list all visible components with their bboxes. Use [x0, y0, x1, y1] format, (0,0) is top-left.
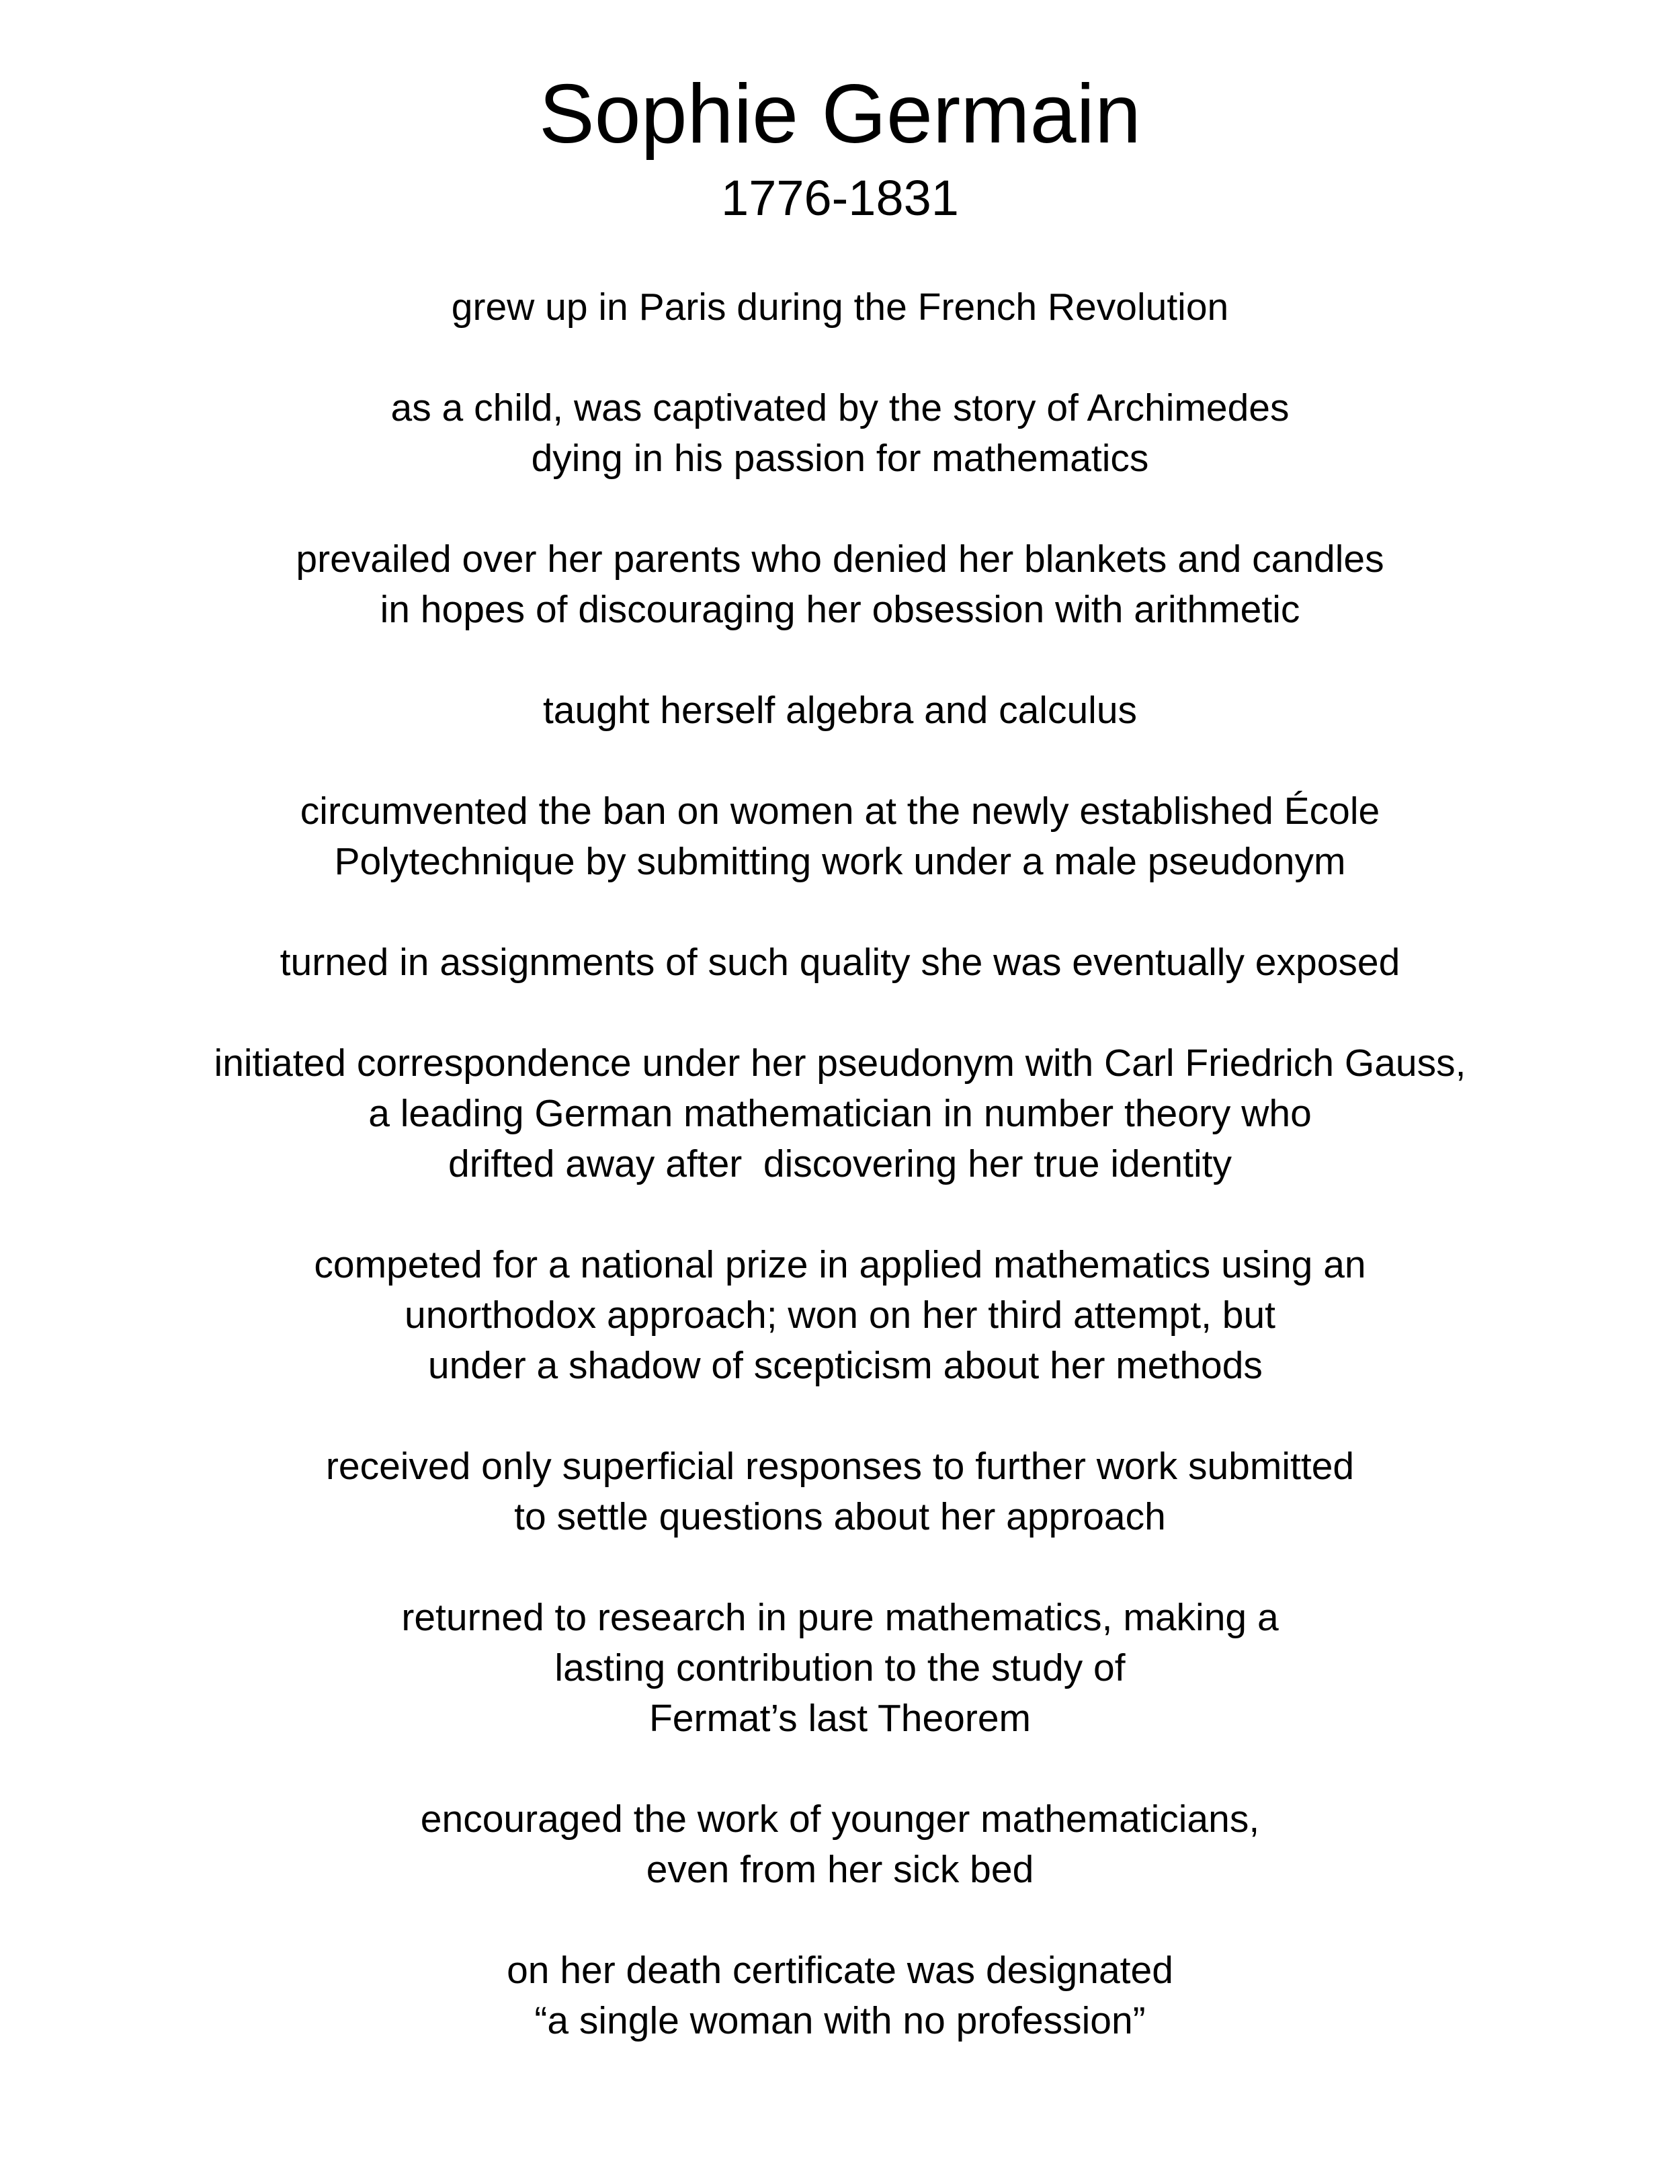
fact-line: grew up in Paris during the French Revolution — [451, 286, 1229, 329]
fact-line: competed for a national prize in applied mathematics using an — [314, 1243, 1366, 1286]
fact-item — [0, 1038, 1680, 1189]
fact-line: on her death certificate was designated — [507, 1949, 1173, 1992]
fact-item — [0, 383, 1680, 484]
fact-line: unorthodox approach; won on her third attempt, but — [405, 1294, 1275, 1337]
fact-line: circumvented the ban on women at the newly established École — [300, 790, 1380, 833]
fact-line: encouraged the work of younger mathematicians, — [420, 1798, 1260, 1841]
fact-item — [0, 1593, 1680, 1744]
fact-line: drifted away after discovering her true identity — [448, 1142, 1232, 1185]
fact-line: initiated correspondence under her pseudonym with Carl Friedrich Gauss, — [214, 1042, 1466, 1085]
fact-line: Polytechnique by submitting work under a male pseudonym — [334, 840, 1346, 883]
fact-item — [0, 1794, 1680, 1895]
fact-item — [0, 786, 1680, 887]
fact-line: received only superficial responses to further work submitted — [325, 1445, 1355, 1488]
fact-line: even from her sick bed — [646, 1848, 1034, 1891]
fact-line: to settle questions about her approach — [514, 1495, 1166, 1538]
fact-line: turned in assignments of such quality she was eventually exposed — [280, 941, 1400, 984]
fact-item — [0, 1441, 1680, 1542]
fact-item — [0, 685, 1680, 736]
fact-line: Fermat’s last Theorem — [648, 1697, 1032, 1740]
fact-item — [0, 937, 1680, 988]
fact-line: taught herself algebra and calculus — [542, 689, 1138, 732]
fact-line: under a shadow of scepticism about her methods — [417, 1344, 1263, 1387]
fact-line: as a child, was captivated by the story of Archimedes — [390, 386, 1290, 429]
fact-line: a leading German mathematician in number theory who — [368, 1092, 1312, 1135]
fact-line: “a single woman with no profession” — [534, 1999, 1146, 2042]
fact-line: dying in his passion for mathematics — [531, 437, 1149, 480]
life-dates: 1776-1831 — [721, 170, 959, 226]
fact-item — [0, 1240, 1680, 1391]
fact-line: prevailed over her parents who denied her blankets and candles — [296, 538, 1384, 581]
facts-list — [0, 282, 1680, 2097]
fact-item — [0, 1945, 1680, 2046]
page-title: Sophie Germain — [538, 68, 1142, 161]
fact-item — [0, 282, 1680, 333]
fact-line: returned to research in pure mathematics, making a — [401, 1596, 1279, 1639]
fact-line: lasting contribution to the study of — [554, 1646, 1126, 1689]
fact-item — [0, 534, 1680, 635]
fact-line: in hopes of discouraging her obsession with arithmetic — [380, 588, 1300, 631]
